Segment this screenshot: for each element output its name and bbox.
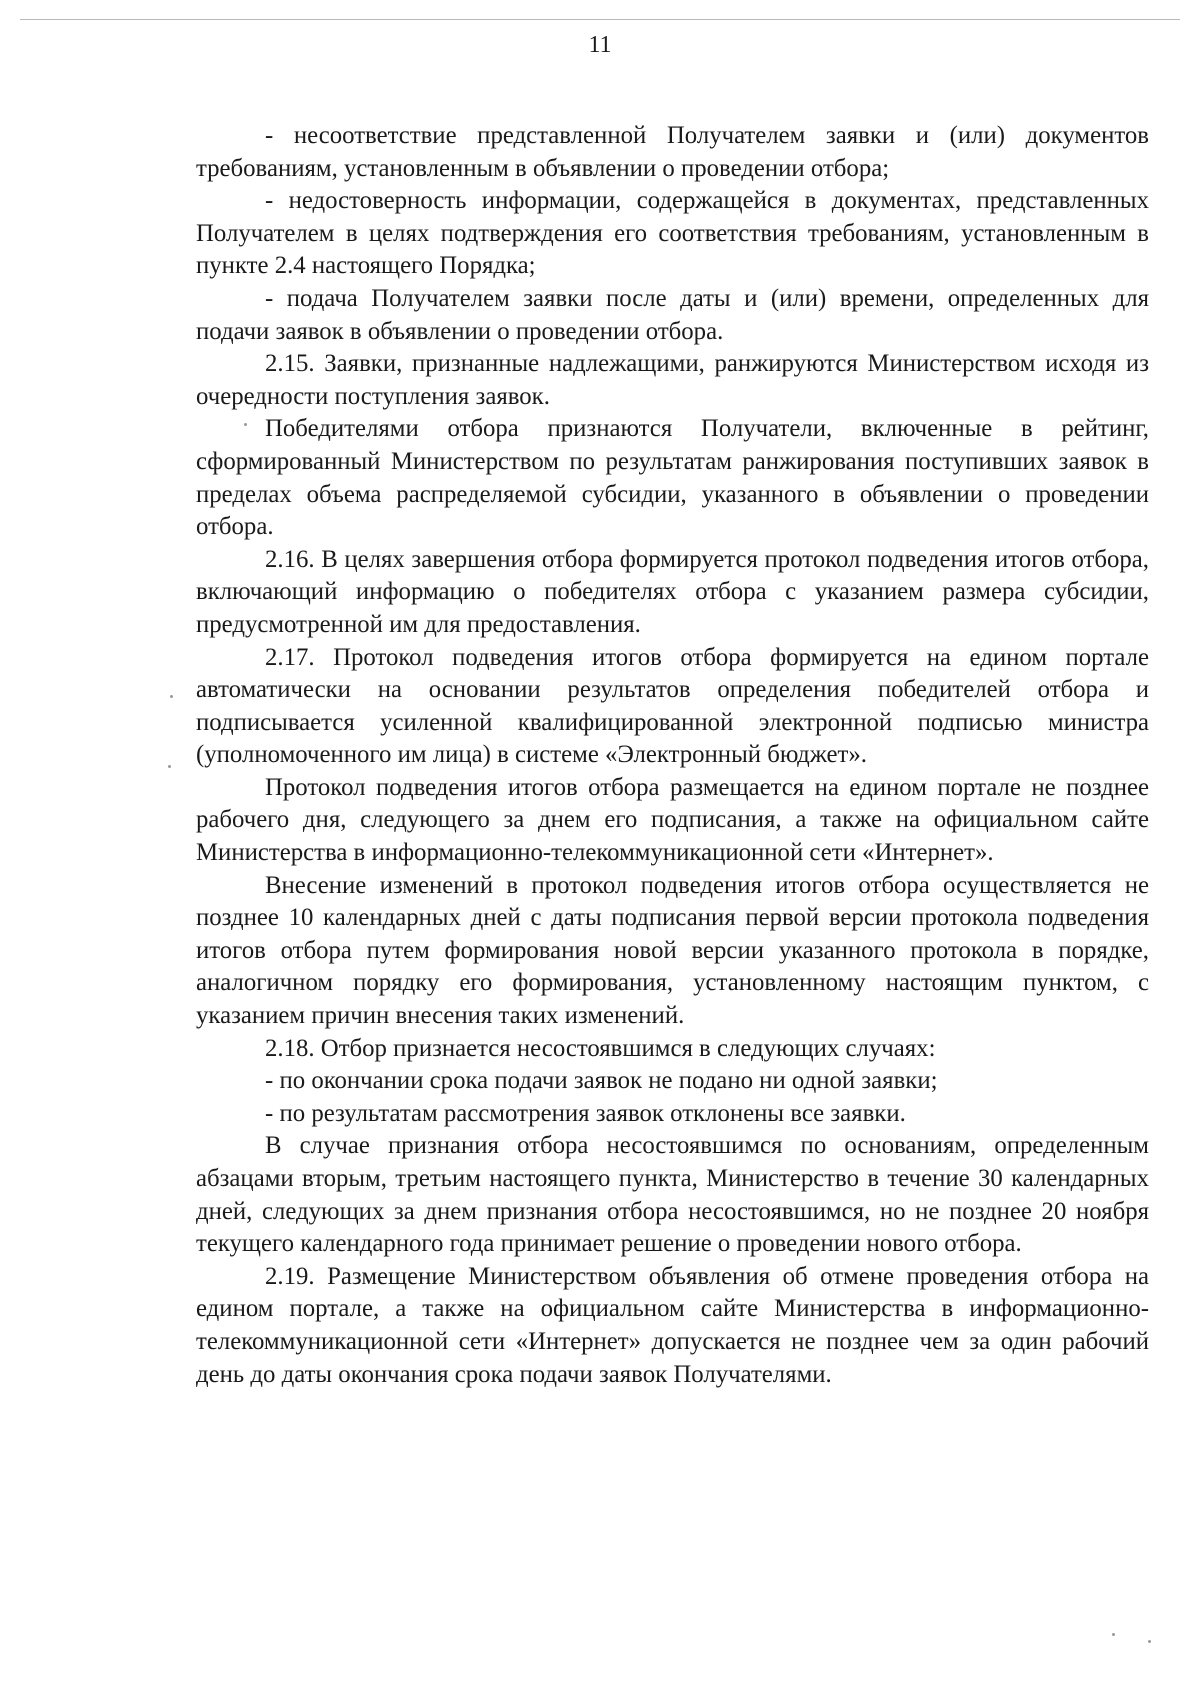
scan-top-edge-line [20,19,1180,20]
scan-speck [1112,1633,1115,1636]
scan-speck [168,765,171,768]
scan-speck [170,695,173,698]
paragraph-protocol-publication: Протокол подведения итогов отбора размещается на едином портале не позднее рабочего дня, следующего за днем его подписания, а также на официальном сайте Министерства в информационно-телекоммуникационной сети «Интернет». [196,773,1149,867]
paragraph-failed-selection: В случае признания отбора несостоявшимся по основаниям, определенным абзацами вторым, третьим настоящего пункта, Министерство в течение 30 календарных дней, следующих за днем признания отбора несостоявшимся, но не позднее 20 ноября текущего календарного года принимает решение о проведении нового отбора. [196,1132,1149,1258]
paragraph-no-applications: - по окончании срока подачи заявок не подано ни одной заявки; [265,1067,938,1095]
paragraph-winners: Победителями отбора признаются Получатели, включенные в рейтинг, сформированный Министерством по результатам ранжирования поступивших заявок в пределах объема распределяемой субсидии, указанного в объявлении о проведении отбора. [196,415,1149,541]
document-body [196,120,1149,1391]
paragraph-all-rejected: - по результатам рассмотрения заявок отклонены все заявки. [265,1099,906,1127]
paragraph-grounds-unreliable-info: - недостоверность информации, содержащейся в документах, представленных Получателем в целях подтверждения его соответствия требованиям, установленным в пункте 2.4 настоящего Порядка; [196,187,1149,280]
paragraph-2-18: 2.18. Отбор признается несостоявшимся в следующих случаях: [265,1034,936,1062]
paragraph-2-17: 2.17. Протокол подведения итогов отбора формируется на едином портале автоматически на основании результатов определения победителей отбора и подписывается усиленной квалифицированной электронной подписью министра (уполномоченного им лица) в системе «Электронный бюджет». [196,643,1149,769]
page-number: 11 [588,32,612,58]
paragraph-2-16: 2.16. В целях завершения отбора формируется протокол подведения итогов отбора, включающий информацию о победителях отбора с указанием размера субсидии, предусмотренной им для предоставления. [196,545,1149,638]
paragraph-protocol-changes: Внесение изменений в протокол подведения итогов отбора осуществляется не позднее 10 календарных дней с даты подписания первой версии протокола подведения итогов отбора путем формирования новой версии указанного протокола в порядке, аналогичном порядку его формирования, установленному настоящим пунктом, с указанием причин внесения таких изменений. [196,871,1149,1030]
paragraph-2-19: 2.19. Размещение Министерством объявления об отмене проведения отбора на едином портале, а также на официальном сайте Министерства в информационно-телекоммуникационной сети «Интернет» допускается не позднее чем за один рабочий день до даты окончания срока подачи заявок Получателями. [196,1262,1149,1388]
paragraph-grounds-late-submission: - подача Получателем заявки после даты и (или) времени, определенных для подачи заявок в объявлении о проведении отбора. [196,284,1149,345]
scan-speck [1148,1640,1151,1643]
paragraph-2-15: 2.15. Заявки, признанные надлежащими, ранжируются Министерством исходя из очередности поступления заявок. [196,350,1149,410]
scan-speck [244,423,247,426]
paragraph-grounds-mismatch: - несоответствие представленной Получателем заявки и (или) документов требованиям, установленным в объявлении о проведении отбора; [196,122,1149,182]
